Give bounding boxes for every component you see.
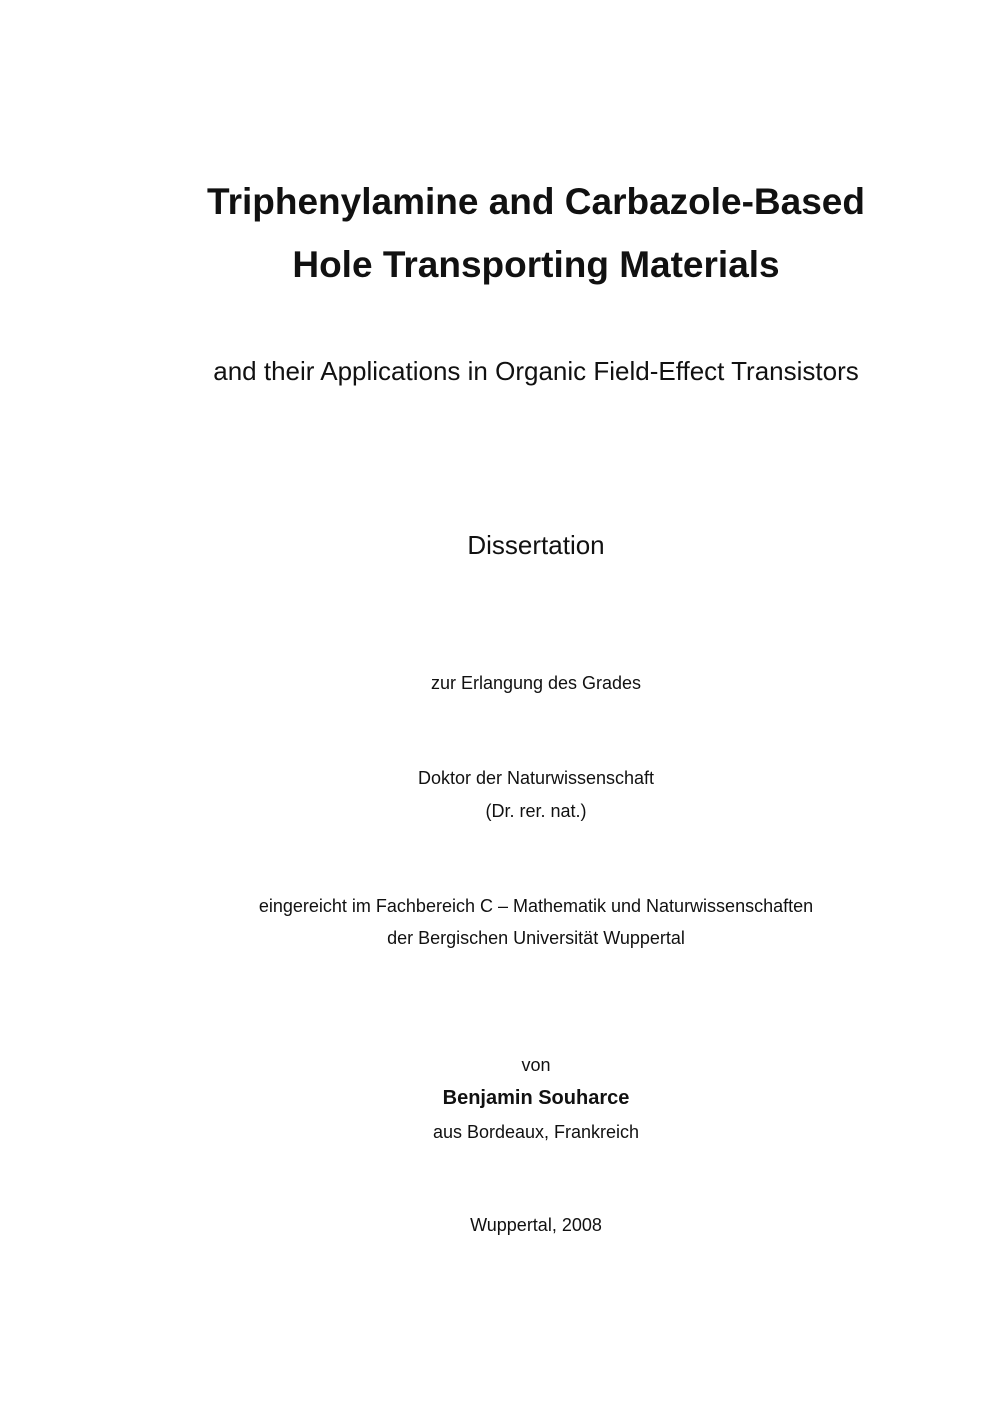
subtitle: and their Applications in Organic Field-Effect Transistors bbox=[213, 356, 859, 386]
submission-line-2: der Bergischen Universität Wuppertal bbox=[387, 928, 685, 948]
degree-abbreviation: (Dr. rer. nat.) bbox=[485, 801, 587, 821]
document-type: Dissertation bbox=[467, 530, 605, 560]
degree-name: Doktor der Naturwissenschaft bbox=[417, 768, 655, 788]
author-origin: aus Bordeaux, Frankreich bbox=[432, 1122, 640, 1142]
degree-intro: zur Erlangung des Grades bbox=[430, 673, 642, 693]
submission-line-1: eingereicht im Fachbereich C – Mathematik und Naturwissenschaften bbox=[258, 896, 814, 916]
title-line-1: Triphenylamine and Carbazole-Based bbox=[207, 181, 865, 222]
place-date: Wuppertal, 2008 bbox=[470, 1215, 602, 1235]
title-line-2: Hole Transporting Materials bbox=[292, 244, 780, 285]
author-name: Benjamin Souharce bbox=[442, 1087, 630, 1109]
author-by: von bbox=[521, 1055, 551, 1075]
